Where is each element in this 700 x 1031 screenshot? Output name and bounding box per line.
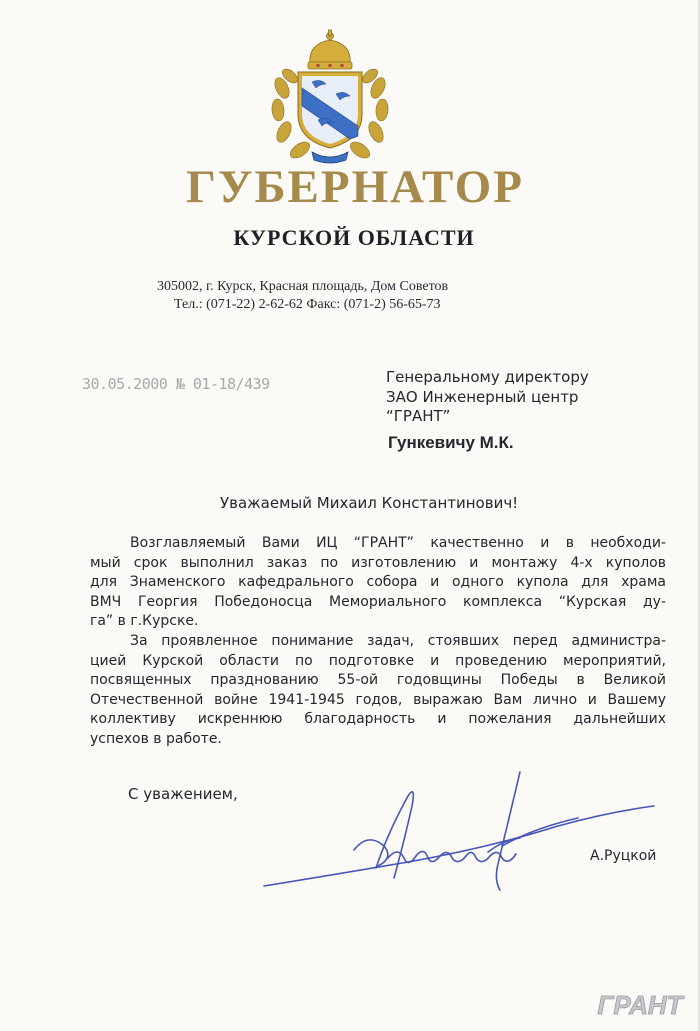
body-line: Возглавляемый Вами ИЦ “ГРАНТ” качественно и в необходи-	[130, 535, 666, 551]
body-line: Отечественной войне 1941-1945 годов, выражаю Вам лично и Вашему	[90, 691, 666, 708]
signatory-name: А.Руцкой	[590, 848, 657, 864]
greeting: Уважаемый Михаил Константинович!	[220, 494, 519, 512]
recipient-block	[386, 368, 589, 452]
body-line: За проявленное понимание задач, стоявших перед администра-	[130, 632, 666, 649]
body-line: цией Курской области по подготовке и проведению мероприятий,	[90, 652, 666, 669]
letterhead-phone: Тел.: (071-22) 2-62-62 Факс: (071-2) 56-65-73	[174, 297, 441, 312]
recipient-line: Генеральному директору	[386, 368, 589, 386]
grant-logo-icon	[590, 985, 690, 1023]
paragraph-1	[90, 534, 666, 632]
body-line: посвященных празднованию 55-ой годовщины Победы в Великой	[90, 672, 666, 689]
body-line: га” в г.Курске.	[90, 613, 199, 630]
body-line: для Знаменского кафедрального собора и одного купола для храма	[90, 574, 666, 591]
body-line: коллективу искреннюю благодарность и пожелания дальнейших	[90, 711, 666, 728]
recipient-line: ЗАО Инженерный центр	[386, 387, 579, 406]
registration-stamp: 30.05.2000 № 01-18/439	[82, 375, 270, 393]
svg-text:ГРАНТ: ГРАНТ	[597, 990, 683, 1020]
paragraph-2	[90, 632, 666, 750]
body-line: мый срок выполнил заказ по изготовлению и монтажу 4-х куполов	[90, 554, 666, 571]
recipient-line: “ГРАНТ”	[386, 407, 451, 425]
recipient-name: Гункевичу М.К.	[388, 432, 514, 452]
closing: С уважением,	[128, 785, 238, 803]
letterhead-address: 305002, г. Курск, Красная площадь, Дом Советов	[157, 279, 449, 294]
handwritten-signature	[258, 762, 663, 904]
body-line: успехов в работе.	[90, 730, 222, 747]
letterhead-subtitle: КУРСКОЙ ОБЛАСТИ	[233, 225, 475, 250]
kursk-coat-of-arms-icon	[268, 28, 392, 164]
letter-body	[90, 534, 666, 750]
letterhead-title: ГУБЕРНАТОР	[186, 161, 524, 213]
body-line: ВМЧ Георгия Победоносца Мемориального комплекса “Курская ду-	[90, 593, 666, 610]
